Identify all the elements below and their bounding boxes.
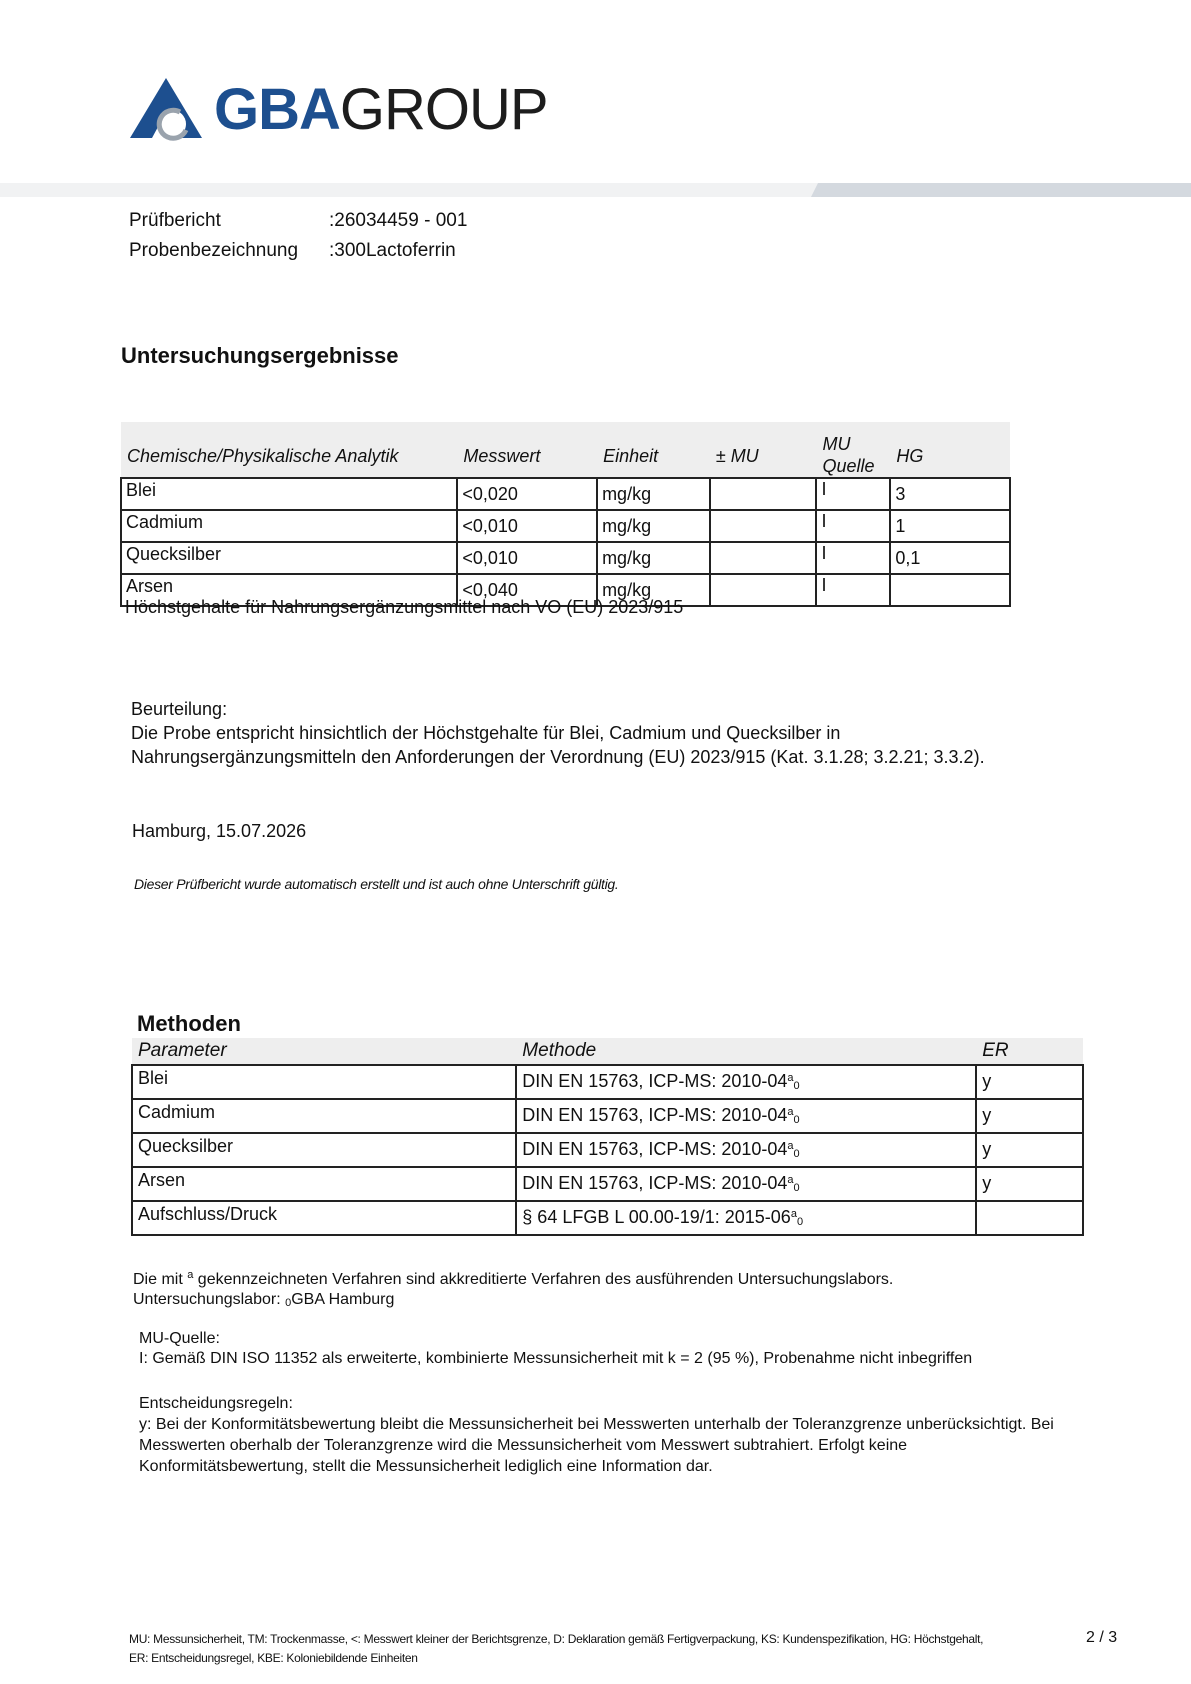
assessment-line-2: Nahrungsergänzungsmitteln den Anforderungen der Verordnung (EU) 2023/915 (Kat. 3.1.28; 3.2.21; 3.3.2). [131, 747, 985, 767]
accreditation-note [133, 1265, 893, 1313]
logo-rest-text: GROUP [339, 77, 548, 142]
mu-source-heading: MU-Quelle: [139, 1330, 220, 1347]
col-value: Messwert [457, 422, 597, 478]
method-cell [516, 1201, 976, 1235]
methods-table [131, 1038, 1084, 1236]
sample-name-label: Probenbezeichnung [129, 240, 299, 261]
decision-rules-line-1: y: Bei der Konformitätsbewertung bleibt die Messunsicherheit bei Messwerten unterhalb der Toleranzgrenze unberücksichtigt. Bei [139, 1416, 1054, 1433]
result-mu-source: I [816, 478, 890, 510]
method-er: y [976, 1133, 1083, 1167]
method-name: DIN EN 15763, ICP-MS: 2010-04 [522, 1071, 788, 1091]
lab-index: 0 [796, 1216, 804, 1228]
method-name: DIN EN 15763, ICP-MS: 2010-04 [522, 1173, 788, 1193]
result-unit: mg/kg [597, 542, 710, 574]
method-parameter: Arsen [132, 1167, 516, 1201]
lab-index: 0 [793, 1114, 800, 1126]
lab-index: 0 [793, 1182, 800, 1194]
result-value: <0,010 [457, 510, 597, 542]
result-value: <0,010 [457, 542, 597, 574]
decision-rules-heading: Entscheidungsregeln: [139, 1395, 293, 1412]
lab-name: GBA Hamburg [291, 1291, 395, 1308]
footer-line-1: MU: Messunsicherheit, TM: Trockenmasse, <: Messwert kleiner der Berichtsgrenze, D: Deklaration gemäß Fertigverpackung, KS: Kundenspezifikation, HG: Höchstgehalt, [129, 1632, 984, 1646]
page-number: 2 / 3 [1086, 1629, 1118, 1646]
lab-index: 0 [793, 1148, 800, 1160]
table-row [132, 1133, 1083, 1167]
method-parameter: Cadmium [132, 1099, 516, 1133]
decision-rules-line-2: Messwerten oberhalb der Toleranzgrenze wird die Messunsicherheit vom Messwert subtrahiert. Erfolgt keine [139, 1437, 908, 1454]
method-er: y [976, 1065, 1083, 1099]
result-unit: mg/kg [597, 478, 710, 510]
lab-line [133, 1290, 893, 1313]
accreditation-mark: a [787, 1072, 794, 1084]
footer-line-2: ER: Entscheidungsregel, KBE: Koloniebildende Einheiten [129, 1651, 418, 1665]
assessment-heading: Beurteilung: [131, 699, 228, 719]
report-number-value: :26034459 - 001 [329, 210, 468, 231]
col-er: ER [976, 1038, 1083, 1065]
results-table [120, 422, 1011, 607]
result-name: Quecksilber [121, 542, 457, 574]
accreditation-mark: a [787, 1106, 794, 1118]
result-mu [710, 510, 817, 542]
method-name: DIN EN 15763, ICP-MS: 2010-04 [522, 1139, 788, 1159]
col-mu-source [816, 422, 890, 478]
result-hg: 3 [890, 478, 1010, 510]
results-note: Höchstgehalte für Nahrungsergänzungsmittel nach VO (EU) 2023/915 [125, 597, 684, 617]
assessment-line-1: Die Probe entspricht hinsichtlich der Höchstgehalte für Blei, Cadmium und Quecksilber in [131, 723, 841, 743]
result-mu [710, 478, 817, 510]
mu-source-text: I: Gemäß DIN ISO 11352 als erweiterte, kombinierte Messunsicherheit mit k = 2 (95 %), Probenahme nicht inbegriffen [139, 1350, 973, 1367]
method-parameter: Blei [132, 1065, 516, 1099]
col-analytics: Chemische/Physikalische Analytik [121, 422, 457, 478]
col-method: Methode [516, 1038, 976, 1065]
accreditation-mark: a [790, 1208, 797, 1220]
accreditation-mark: a [787, 1174, 794, 1186]
method-er [976, 1201, 1083, 1235]
result-value: <0,020 [457, 478, 597, 510]
table-row [121, 478, 1010, 510]
methods-title: Methoden [137, 1011, 241, 1036]
results-title: Untersuchungsergebnisse [121, 343, 399, 368]
result-unit: mg/kg [597, 510, 710, 542]
results-header-row [121, 422, 1010, 478]
method-name: § 64 LFGB L 00.00-19/1: 2015-06 [522, 1207, 791, 1227]
result-mu [710, 574, 817, 606]
accreditation-line [133, 1265, 893, 1290]
table-row [121, 510, 1010, 542]
assessment-block [131, 697, 985, 769]
method-parameter: Quecksilber [132, 1133, 516, 1167]
result-mu [710, 542, 817, 574]
col-mu-source-line2: Quelle [822, 456, 875, 476]
method-parameter: Aufschluss/Druck [132, 1201, 516, 1235]
accreditation-text-pre: Die mit [133, 1271, 188, 1288]
col-parameter: Parameter [132, 1038, 516, 1065]
col-hg: HG [890, 422, 1010, 478]
method-cell [516, 1167, 976, 1201]
accreditation-text-post: gekennzeichneten Verfahren sind akkreditierte Verfahren des ausführenden Untersuchungslabors. [193, 1271, 894, 1288]
decision-rules-line-3: Konformitätsbewertung, stellt die Messunsicherheit lediglich eine Information dar. [139, 1458, 713, 1475]
sample-name-value: :300Lactoferrin [329, 240, 456, 261]
result-hg: 0,1 [890, 542, 1010, 574]
result-unit: mg/kg [597, 574, 710, 606]
result-name: Arsen [121, 574, 457, 606]
logo-mark-icon [130, 78, 202, 142]
lab-label: Untersuchungslabor: [133, 1291, 286, 1308]
place-date: Hamburg, 15.07.2026 [132, 821, 307, 841]
method-er: y [976, 1099, 1083, 1133]
table-row [132, 1167, 1083, 1201]
report-number-label: Prüfbericht [129, 210, 221, 231]
lab-index: 0 [793, 1080, 800, 1092]
result-name: Blei [121, 478, 457, 510]
result-mu-source: I [816, 574, 890, 606]
table-row [132, 1201, 1083, 1235]
decision-rules-section [139, 1393, 1054, 1477]
lab-index: 0 [285, 1297, 292, 1309]
methods-header-row [132, 1038, 1083, 1065]
result-name: Cadmium [121, 510, 457, 542]
mu-source-section [139, 1329, 972, 1369]
header-divider-stripe [0, 183, 1191, 197]
logo-brand-text: GBA [214, 77, 340, 142]
col-mu-source-line1: MU [822, 434, 851, 454]
logo-wordmark [214, 77, 548, 142]
method-name: DIN EN 15763, ICP-MS: 2010-04 [522, 1105, 788, 1125]
footer-legend [129, 1630, 983, 1668]
accreditation-mark: a [187, 1269, 194, 1281]
method-er: y [976, 1167, 1083, 1201]
result-hg: 1 [890, 510, 1010, 542]
result-mu-source: I [816, 542, 890, 574]
col-mu: ± MU [710, 422, 817, 478]
method-cell [516, 1065, 976, 1099]
col-unit: Einheit [597, 422, 710, 478]
method-cell [516, 1099, 976, 1133]
result-hg [890, 574, 1010, 606]
method-cell [516, 1133, 976, 1167]
table-row [132, 1065, 1083, 1099]
result-mu-source: I [816, 510, 890, 542]
accreditation-mark: a [787, 1140, 794, 1152]
table-row [121, 542, 1010, 574]
result-value: <0,040 [457, 574, 597, 606]
auto-generated-note: Dieser Prüfbericht wurde automatisch erstellt und ist auch ohne Unterschrift gültig. [134, 876, 619, 892]
table-row [132, 1099, 1083, 1133]
